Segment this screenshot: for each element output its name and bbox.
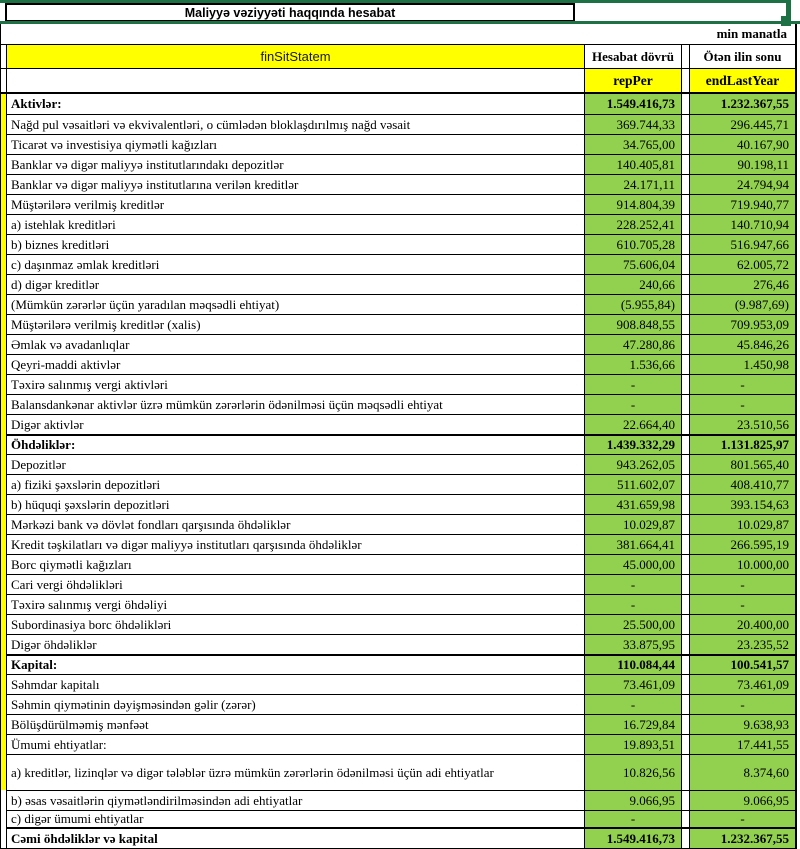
value-end-last-year: 1.232.367,55 bbox=[690, 94, 797, 114]
row-label: Səhmdar kapitalı bbox=[7, 674, 585, 694]
table-row bbox=[0, 134, 797, 154]
row-left-strip bbox=[0, 674, 7, 694]
row-left-strip bbox=[0, 754, 7, 790]
row-left-strip bbox=[0, 394, 7, 414]
value-end-last-year: 23.235,52 bbox=[690, 634, 797, 654]
row-left-strip bbox=[0, 194, 7, 214]
value-reporting-period: 140.405,81 bbox=[585, 154, 682, 174]
table-row bbox=[0, 154, 797, 174]
value-reporting-period: 1.439.332,29 bbox=[585, 434, 682, 454]
value-end-last-year: 1.450,98 bbox=[690, 354, 797, 374]
value-reporting-period: - bbox=[585, 394, 682, 414]
value-reporting-period: 943.262,05 bbox=[585, 454, 682, 474]
value-end-last-year: - bbox=[690, 394, 797, 414]
row-left-strip bbox=[0, 810, 7, 827]
table-row bbox=[0, 254, 797, 274]
row-label: Aktivlər: bbox=[7, 94, 585, 114]
row-label: a) fiziki şəxslərin depozitləri bbox=[7, 474, 585, 494]
table-row bbox=[0, 827, 797, 849]
table-row bbox=[0, 274, 797, 294]
column-spacer bbox=[682, 274, 690, 294]
table-row bbox=[0, 394, 797, 414]
value-end-last-year: 10.029,87 bbox=[690, 514, 797, 534]
table-row bbox=[0, 734, 797, 754]
column-spacer bbox=[682, 44, 690, 68]
value-end-last-year: - bbox=[690, 594, 797, 614]
row-label: Qeyri-maddi aktivlər bbox=[7, 354, 585, 374]
table-row bbox=[0, 194, 797, 214]
row-left-strip bbox=[0, 634, 7, 654]
left-strip bbox=[0, 68, 7, 92]
table-row bbox=[0, 354, 797, 374]
row-label: Ticarət və investisiya qiymətli kağızları bbox=[7, 134, 585, 154]
value-reporting-period: 33.875,95 bbox=[585, 634, 682, 654]
column-spacer bbox=[682, 68, 690, 92]
row-label: Balansdankənar aktivlər üzrə mümkün zərərlərin ödənilməsi üçün məqsədli ehtiyat bbox=[7, 394, 585, 414]
value-end-last-year: 140.710,94 bbox=[690, 214, 797, 234]
row-left-strip bbox=[0, 454, 7, 474]
row-left-strip bbox=[0, 434, 7, 454]
row-label: Nağd pul vəsaitləri və ekvivalentləri, o cümlədən bloklaşdırılmış nağd vəsait bbox=[7, 114, 585, 134]
row-label: a) istehlak kreditləri bbox=[7, 214, 585, 234]
column-spacer bbox=[682, 294, 690, 314]
row-label: c) daşınmaz əmlak kreditləri bbox=[7, 254, 585, 274]
row-left-strip bbox=[0, 314, 7, 334]
row-label: a) kreditlər, lizinqlər və digər tələblər üzrə mümkün zərərlərin ödənilməsi üçün adi ehtiyatlar bbox=[7, 754, 585, 790]
row-label: Təxirə salınmış vergi aktivləri bbox=[7, 374, 585, 394]
value-end-last-year: - bbox=[690, 374, 797, 394]
value-reporting-period: 73.461,09 bbox=[585, 674, 682, 694]
value-reporting-period: 1.549.416,73 bbox=[585, 827, 682, 849]
row-label: b) hüquqi şəxslərin depozitləri bbox=[7, 494, 585, 514]
row-left-strip bbox=[0, 234, 7, 254]
table-row bbox=[0, 714, 797, 734]
column-spacer bbox=[682, 414, 690, 434]
row-left-strip bbox=[0, 334, 7, 354]
column-spacer bbox=[682, 394, 690, 414]
row-left-strip bbox=[0, 594, 7, 614]
row-label: Kredit təşkilatları və digər maliyyə institutları qarşısında öhdəliklər bbox=[7, 534, 585, 554]
value-reporting-period: (5.955,84) bbox=[585, 294, 682, 314]
value-end-last-year: 516.947,66 bbox=[690, 234, 797, 254]
row-left-strip bbox=[0, 114, 7, 134]
code-reporting-period: repPer bbox=[585, 68, 682, 92]
table-row bbox=[0, 374, 797, 394]
table-row bbox=[0, 534, 797, 554]
row-label: Bölüşdürülməmiş mənfəət bbox=[7, 714, 585, 734]
row-label: b) əsas vəsaitlərin qiymətləndirilməsindən adi ehtiyatlar bbox=[7, 790, 585, 810]
value-reporting-period: 19.893,51 bbox=[585, 734, 682, 754]
value-reporting-period: 10.826,56 bbox=[585, 754, 682, 790]
row-left-strip bbox=[0, 174, 7, 194]
row-label: Ümumi ehtiyatlar: bbox=[7, 734, 585, 754]
row-left-strip bbox=[0, 374, 7, 394]
row-label: Müştərilərə verilmiş kreditlər bbox=[7, 194, 585, 214]
table-body bbox=[0, 94, 797, 849]
table-row bbox=[0, 174, 797, 194]
table-row bbox=[0, 454, 797, 474]
row-left-strip bbox=[0, 614, 7, 634]
row-left-strip bbox=[0, 827, 7, 849]
table-row bbox=[0, 294, 797, 314]
row-left-strip bbox=[0, 654, 7, 674]
row-left-strip bbox=[0, 734, 7, 754]
table-row bbox=[0, 94, 797, 114]
value-reporting-period: 228.252,41 bbox=[585, 214, 682, 234]
value-reporting-period: 16.729,84 bbox=[585, 714, 682, 734]
column-spacer bbox=[682, 214, 690, 234]
value-end-last-year: 90.198,11 bbox=[690, 154, 797, 174]
row-label: Subordinasiya borc öhdəlikləri bbox=[7, 614, 585, 634]
column-spacer bbox=[682, 694, 690, 714]
row-left-strip bbox=[0, 514, 7, 534]
row-label: d) digər kreditlər bbox=[7, 274, 585, 294]
value-reporting-period: 24.171,11 bbox=[585, 174, 682, 194]
code-end-last-year: endLastYear bbox=[690, 68, 797, 92]
value-end-last-year: 1.131.825,97 bbox=[690, 434, 797, 454]
value-reporting-period: 45.000,00 bbox=[585, 554, 682, 574]
left-strip bbox=[0, 44, 7, 68]
value-reporting-period: 9.066,95 bbox=[585, 790, 682, 810]
table-row bbox=[0, 694, 797, 714]
row-left-strip bbox=[0, 694, 7, 714]
row-left-strip bbox=[0, 534, 7, 554]
value-reporting-period: 47.280,86 bbox=[585, 334, 682, 354]
empty-label-cell bbox=[7, 68, 585, 92]
row-label: b) biznes kreditləri bbox=[7, 234, 585, 254]
column-spacer bbox=[682, 734, 690, 754]
table-row bbox=[0, 674, 797, 694]
column-spacer bbox=[682, 754, 690, 790]
column-spacer bbox=[682, 334, 690, 354]
table-row bbox=[0, 434, 797, 454]
table-row bbox=[0, 790, 797, 810]
value-end-last-year: 1.232.367,55 bbox=[690, 827, 797, 849]
table-row bbox=[0, 810, 797, 827]
column-header-row bbox=[0, 44, 797, 68]
column-spacer bbox=[682, 654, 690, 674]
value-reporting-period: 22.664,40 bbox=[585, 414, 682, 434]
table-row bbox=[0, 234, 797, 254]
column-spacer bbox=[682, 554, 690, 574]
table-row bbox=[0, 214, 797, 234]
value-end-last-year: 23.510,56 bbox=[690, 414, 797, 434]
unit-note: min manatla bbox=[716, 26, 787, 41]
value-reporting-period: 381.664,41 bbox=[585, 534, 682, 554]
column-spacer bbox=[682, 790, 690, 810]
row-label: Təxirə salınmış vergi öhdəliyi bbox=[7, 594, 585, 614]
value-end-last-year: 719.940,77 bbox=[690, 194, 797, 214]
value-reporting-period: - bbox=[585, 694, 682, 714]
value-reporting-period: 610.705,28 bbox=[585, 234, 682, 254]
row-left-strip bbox=[0, 554, 7, 574]
table-row bbox=[0, 554, 797, 574]
value-reporting-period: 25.500,00 bbox=[585, 614, 682, 634]
row-label: Kapital: bbox=[7, 654, 585, 674]
value-end-last-year: - bbox=[690, 694, 797, 714]
row-label: Cari vergi öhdəlikləri bbox=[7, 574, 585, 594]
value-end-last-year: 266.595,19 bbox=[690, 534, 797, 554]
row-left-strip bbox=[0, 294, 7, 314]
row-label: Müştərilərə verilmiş kreditlər (xalis) bbox=[7, 314, 585, 334]
column-spacer bbox=[682, 194, 690, 214]
value-reporting-period: - bbox=[585, 374, 682, 394]
column-spacer bbox=[682, 94, 690, 114]
column-spacer bbox=[682, 534, 690, 554]
column-spacer bbox=[682, 434, 690, 454]
col-header-end-last-year: Ötən ilin sonu bbox=[690, 44, 797, 68]
value-reporting-period: 110.084,44 bbox=[585, 654, 682, 674]
value-end-last-year: 9.638,93 bbox=[690, 714, 797, 734]
row-left-strip bbox=[0, 134, 7, 154]
financial-table bbox=[0, 24, 797, 849]
table-row bbox=[0, 314, 797, 334]
value-reporting-period: 240,66 bbox=[585, 274, 682, 294]
row-label: Öhdəliklər: bbox=[7, 434, 585, 454]
row-left-strip bbox=[0, 154, 7, 174]
row-label: Cəmi öhdəliklər və kapital bbox=[7, 827, 585, 849]
row-left-strip bbox=[0, 474, 7, 494]
value-end-last-year: 62.005,72 bbox=[690, 254, 797, 274]
column-spacer bbox=[682, 314, 690, 334]
column-spacer bbox=[682, 827, 690, 849]
value-reporting-period: 10.029,87 bbox=[585, 514, 682, 534]
column-spacer bbox=[682, 574, 690, 594]
report-title: Maliyyə vəziyyəti haqqında hesabat bbox=[184, 5, 396, 20]
row-left-strip bbox=[0, 494, 7, 514]
value-end-last-year: 296.445,71 bbox=[690, 114, 797, 134]
value-reporting-period: 1.549.416,73 bbox=[585, 94, 682, 114]
column-spacer bbox=[682, 154, 690, 174]
value-end-last-year: 408.410,77 bbox=[690, 474, 797, 494]
row-label: c) digər ümumi ehtiyatlar bbox=[7, 810, 585, 827]
row-left-strip bbox=[0, 790, 7, 810]
value-end-last-year: - bbox=[690, 574, 797, 594]
column-spacer bbox=[682, 374, 690, 394]
row-label: Səhmin qiymətinin dəyişməsindən gəlir (zərər) bbox=[7, 694, 585, 714]
value-reporting-period: 908.848,55 bbox=[585, 314, 682, 334]
row-left-strip bbox=[0, 354, 7, 374]
table-row bbox=[0, 754, 797, 790]
report-title-box bbox=[5, 3, 575, 22]
row-label: (Mümkün zərərlər üçün yaradılan məqsədli ehtiyat) bbox=[7, 294, 585, 314]
value-end-last-year: (9.987,69) bbox=[690, 294, 797, 314]
column-spacer bbox=[682, 234, 690, 254]
row-label: Digər öhdəliklər bbox=[7, 634, 585, 654]
column-spacer bbox=[682, 114, 690, 134]
value-end-last-year: 8.374,60 bbox=[690, 754, 797, 790]
col-header-reporting-period: Hesabat dövrü bbox=[585, 44, 682, 68]
value-reporting-period: - bbox=[585, 810, 682, 827]
value-reporting-period: 34.765,00 bbox=[585, 134, 682, 154]
row-label: Banklar və digər maliyyə institutlarına verilən kreditlər bbox=[7, 174, 585, 194]
value-end-last-year: 276,46 bbox=[690, 274, 797, 294]
value-end-last-year: 24.794,94 bbox=[690, 174, 797, 194]
column-spacer bbox=[682, 254, 690, 274]
row-label: Depozitlər bbox=[7, 454, 585, 474]
row-left-strip bbox=[0, 414, 7, 434]
table-row bbox=[0, 654, 797, 674]
value-end-last-year: 100.541,57 bbox=[690, 654, 797, 674]
form-code-cell: finSitStatem bbox=[7, 44, 585, 68]
value-end-last-year: 393.154,63 bbox=[690, 494, 797, 514]
column-spacer bbox=[682, 674, 690, 694]
value-reporting-period: 75.606,04 bbox=[585, 254, 682, 274]
column-spacer bbox=[682, 810, 690, 827]
table-row bbox=[0, 414, 797, 434]
value-end-last-year: 709.953,09 bbox=[690, 314, 797, 334]
column-spacer bbox=[682, 714, 690, 734]
value-reporting-period: - bbox=[585, 594, 682, 614]
value-end-last-year: 801.565,40 bbox=[690, 454, 797, 474]
column-spacer bbox=[682, 454, 690, 474]
table-row bbox=[0, 574, 797, 594]
row-label: Digər aktivlər bbox=[7, 414, 585, 434]
row-left-strip bbox=[0, 94, 7, 114]
column-spacer bbox=[682, 594, 690, 614]
column-spacer bbox=[682, 514, 690, 534]
column-spacer bbox=[682, 134, 690, 154]
column-spacer bbox=[682, 634, 690, 654]
value-reporting-period: - bbox=[585, 574, 682, 594]
row-label: Banklar və digər maliyyə institutlarındakı depozitlər bbox=[7, 154, 585, 174]
unit-note-row bbox=[0, 24, 797, 44]
value-end-last-year: 20.400,00 bbox=[690, 614, 797, 634]
value-reporting-period: 914.804,39 bbox=[585, 194, 682, 214]
value-end-last-year: 10.000,00 bbox=[690, 554, 797, 574]
column-code-row bbox=[0, 68, 797, 94]
table-row bbox=[0, 634, 797, 654]
value-reporting-period: 431.659,98 bbox=[585, 494, 682, 514]
row-left-strip bbox=[0, 254, 7, 274]
row-left-strip bbox=[0, 214, 7, 234]
value-end-last-year: 40.167,90 bbox=[690, 134, 797, 154]
row-left-strip bbox=[0, 274, 7, 294]
column-spacer bbox=[682, 354, 690, 374]
row-left-strip bbox=[0, 574, 7, 594]
column-spacer bbox=[682, 614, 690, 634]
row-left-strip bbox=[0, 714, 7, 734]
table-row bbox=[0, 494, 797, 514]
row-label: Borc qiymətli kağızları bbox=[7, 554, 585, 574]
value-end-last-year: 17.441,55 bbox=[690, 734, 797, 754]
table-row bbox=[0, 594, 797, 614]
value-end-last-year: 73.461,09 bbox=[690, 674, 797, 694]
column-spacer bbox=[682, 474, 690, 494]
table-row bbox=[0, 334, 797, 354]
value-end-last-year: 9.066,95 bbox=[690, 790, 797, 810]
table-row bbox=[0, 474, 797, 494]
column-spacer bbox=[682, 494, 690, 514]
row-label: Mərkəzi bank və dövlət fondları qarşısında öhdəliklər bbox=[7, 514, 585, 534]
table-row bbox=[0, 114, 797, 134]
table-row bbox=[0, 614, 797, 634]
column-spacer bbox=[682, 174, 690, 194]
value-reporting-period: 511.602,07 bbox=[585, 474, 682, 494]
value-end-last-year: - bbox=[690, 810, 797, 827]
value-reporting-period: 1.536,66 bbox=[585, 354, 682, 374]
value-reporting-period: 369.744,33 bbox=[585, 114, 682, 134]
table-row bbox=[0, 514, 797, 534]
row-label: Əmlak və avadanlıqlar bbox=[7, 334, 585, 354]
value-end-last-year: 45.846,26 bbox=[690, 334, 797, 354]
